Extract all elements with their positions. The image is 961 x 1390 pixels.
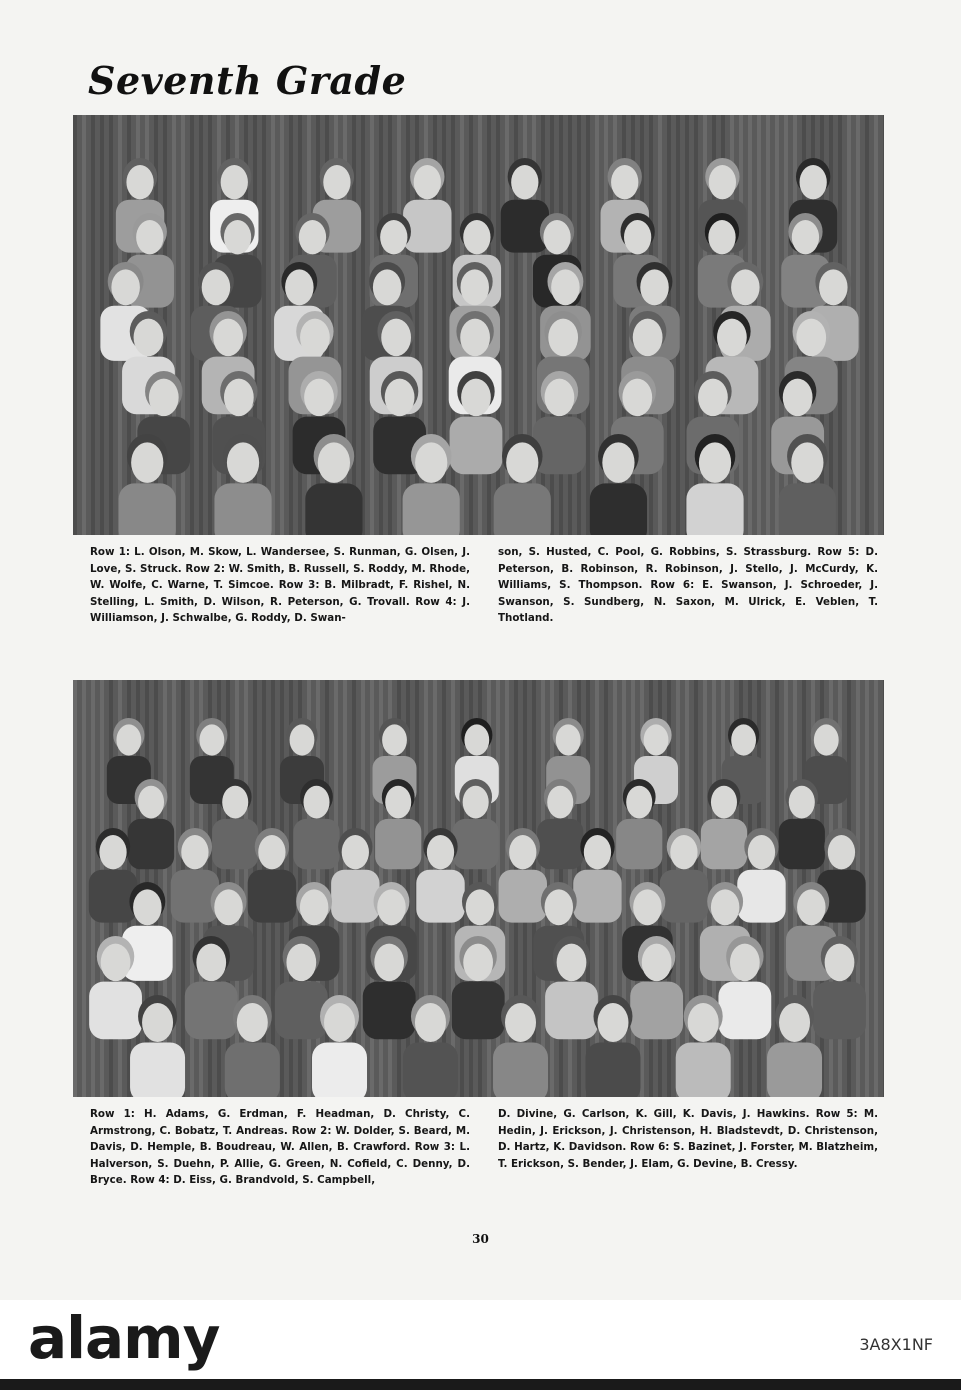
brand-logo: alamy [28, 1304, 220, 1372]
page-title: Seventh Grade [88, 58, 407, 103]
footer-bar [0, 1379, 961, 1390]
page-number: 30 [472, 1232, 489, 1246]
class-photo-2-image [73, 680, 884, 1097]
photo-1-caption-right: son, S. Husted, C. Pool, G. Robbins, S. Strassburg. Row 5: D. Peterson, B. Robinson, R. Robinson, J. Stello, J. McCurdy, K. Williams, S. Thompson. Row 6: E. Swanson, J. Schroeder, J. Swanson, S. Sundberg, N. Saxon, M. Ulrick, E. Veblen, T. Thotland. [498, 546, 878, 625]
photo-1-caption-left: Row 1: L. Olson, M. Skow, L. Wandersee, S. Runman, G. Olsen, J. Love, S. Struck. Row 2: W. Smith, B. Russell, S. Roddy, M. Rhode, W. Wolfe, C. Warne, T. Simcoe. Row 3: B. Milbradt, F. Rishel, N. Stelling, L. Smith, D. Wilson, R. Peterson, G. Trovall. Row 4: J. Williamson, J. Schwalbe, G. Roddy, D. Swan- [90, 546, 470, 625]
class-photo-1 [73, 115, 884, 535]
image-id: 3A8X1NF [859, 1335, 933, 1354]
photo-2-caption-right: D. Divine, G. Carlson, K. Gill, K. Davis, J. Hawkins. Row 5: M. Hedin, J. Erickson, J. Christenson, H. Bladstevdt, D. Christenson, D. Hartz, K. Davidson. Row 6: S. Bazinet, J. Forster, M. Blatzheim, T. Erickson, S. Bender, J. Elam, G. Devine, B. Cressy. [498, 1108, 878, 1170]
class-photo-1-image [73, 115, 884, 535]
class-photo-2 [73, 680, 884, 1097]
photo-2-caption-left: Row 1: H. Adams, G. Erdman, F. Headman, D. Christy, C. Armstrong, C. Bobatz, T. Andreas. Row 2: W. Dolder, S. Beard, M. Davis, D. Hemple, B. Boudreau, W. Allen, B. Crawford. Row 3: L. Halverson, S. Duehn, P. Allie, G. Green, N. Cofield, C. Denny, D. Bryce. Row 4: D. Eiss, G. Brandvold, S. Campbell, [90, 1108, 470, 1187]
